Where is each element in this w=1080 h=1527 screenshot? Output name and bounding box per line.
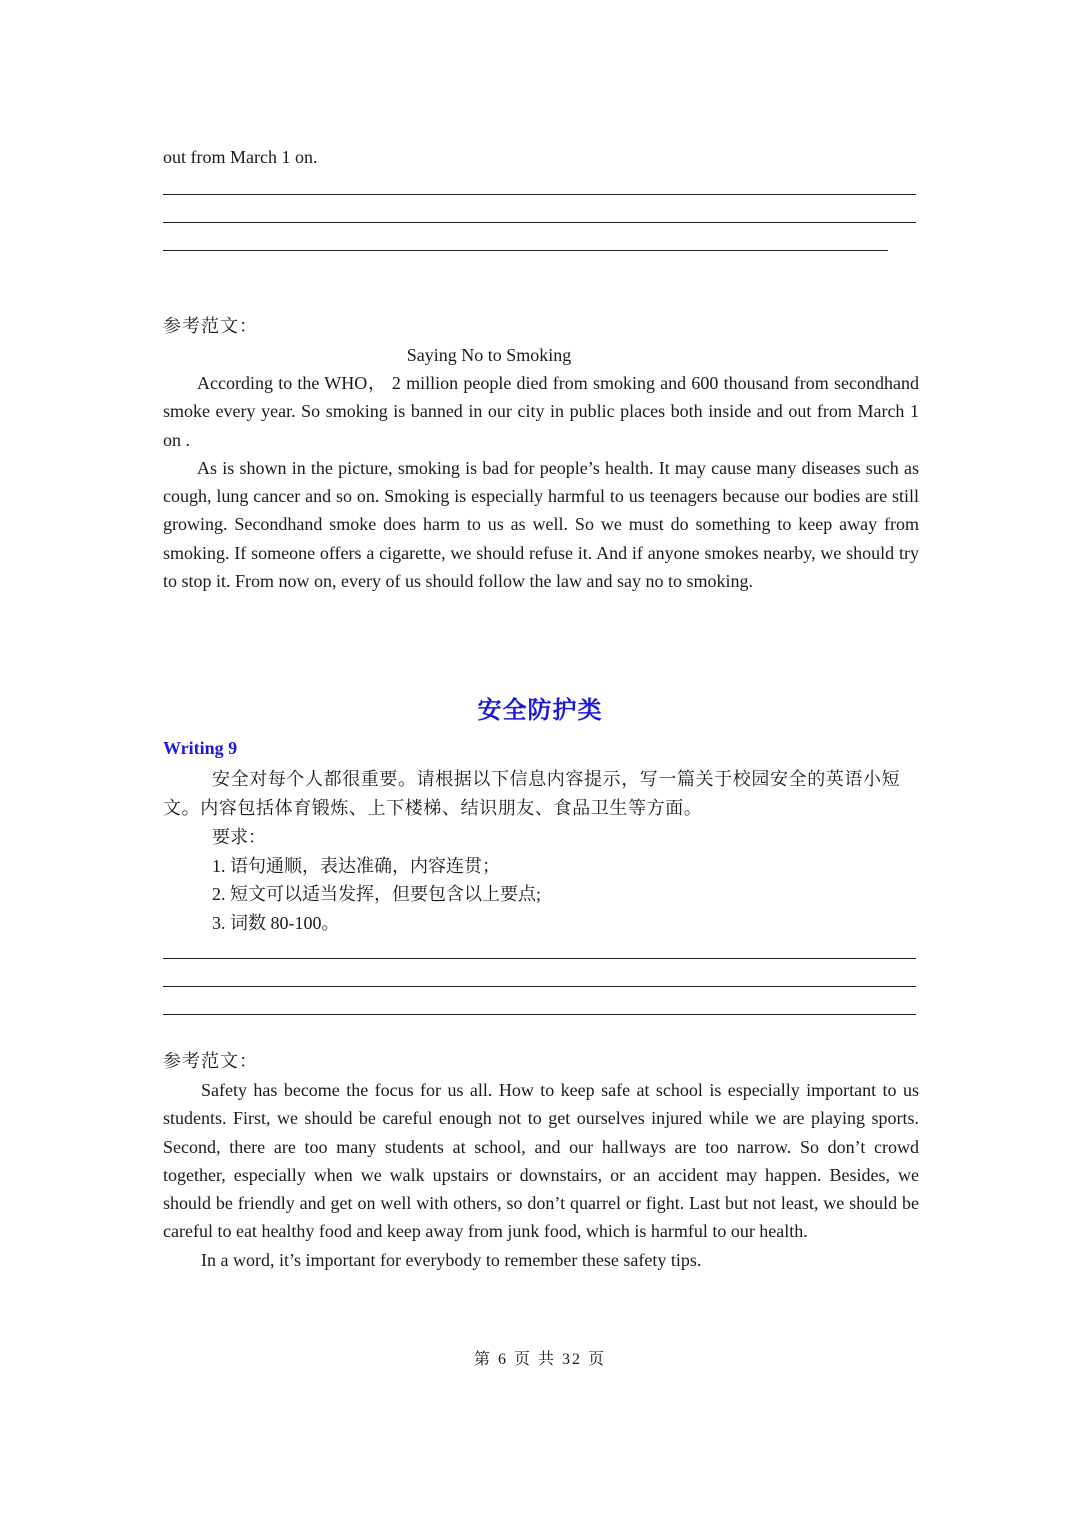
answer-line — [163, 1014, 916, 1015]
answer-line — [163, 986, 916, 987]
answer-line — [163, 222, 916, 223]
answer-line — [163, 194, 916, 195]
requirements-block — [212, 823, 541, 937]
page-number-footer: 第 6 页 共 32 页 — [473, 1351, 606, 1368]
category-title: 安全防护类 — [477, 696, 603, 724]
writing-label: Writing 9 — [163, 738, 238, 758]
answer-line — [163, 958, 916, 959]
essay-paragraph: According to the WHO， 2 million people died from smoking and 600 thousand from secondhand smoke every year. So smoking is banned in our city in public places both inside and out from March 1 on . — [163, 373, 919, 450]
requirement-item: 2. 短文可以适当发挥，但要包含以上要点; — [212, 884, 541, 904]
essay-body — [163, 369, 919, 595]
reference-essay-label: 参考范文： — [163, 316, 258, 336]
requirements-label: 要求： — [212, 827, 266, 847]
top-fragment-text: out from March 1 on. — [163, 147, 318, 167]
essay-body — [163, 1076, 919, 1274]
essay-title: Saying No to Smoking — [406, 345, 572, 365]
essay-paragraph: In a word, it’s important for everybody to remember these safety tips. — [201, 1249, 702, 1270]
requirement-item: 3. 词数 80-100。 — [212, 912, 340, 933]
essay-paragraph: As is shown in the picture, smoking is bad for people’s health. It may cause many diseases such as cough, lung cancer and so on. Smoking is especially harmful to us teenagers because our bodies are still growing. Secondhand smoke does harm to us as well. So we must do something to keep away from smoking. If someone offers a cigarette, we should refuse it. And if anyone smokes nearby, we should try to stop it. From now on, every of us should follow the law and say no to smoking. — [163, 457, 919, 592]
requirement-item: 1. 语句通顺，表达准确，内容连贯； — [212, 855, 500, 876]
reference-essay-label: 参考范文： — [163, 1051, 258, 1071]
writing-prompt: 安全对每个人都很重要。请根据以下信息内容提示，写一篇关于校园安全的英语小短文。内容包括体育锻炼、上下楼梯、结识朋友、食品卫生等方面。 — [163, 769, 901, 818]
essay-paragraph: Safety has become the focus for us all. How to keep safe at school is especially important to us students. First, we should be careful enough not to get ourselves injured while we are playing sports. Second, there are too many students at school, and our hallways are too narrow. So don’t crowd together, especially when we walk upstairs or downstairs, or an accident may happen. Besides, we should be friendly and get on well with others, so don’t quarrel or fight. Last but not least, we should be careful to eat healthy food and keep away from junk food, which is harmful to our health. — [163, 1080, 919, 1242]
answer-line — [163, 250, 888, 251]
